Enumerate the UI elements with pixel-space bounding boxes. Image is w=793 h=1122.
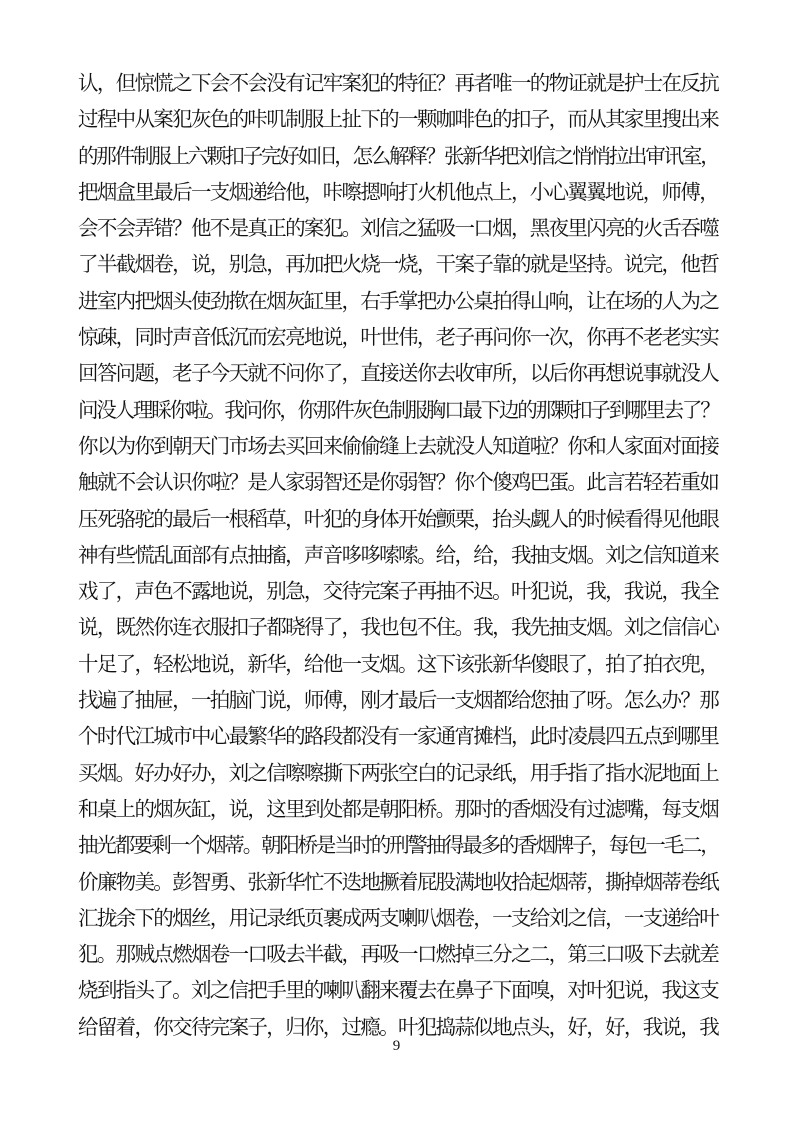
text-line: 犯。那贼点燃烟卷一口吸去半截，再吸一口燃掉三分之二，第三口吸下去就差 <box>78 942 718 967</box>
text-line: 十足了，轻松地说，新华，给他一支烟。这下该张新华傻眼了，拍了拍衣兜， <box>78 651 718 676</box>
text-line: 把烟盒里最后一支烟递给他，咔嚓摁响打火机他点上，小心翼翼地说，师傅， <box>78 179 718 204</box>
text-line: 认，但惊慌之下会不会没有记牢案犯的特征？再者唯一的物证就是护士在反抗 <box>78 71 718 95</box>
text-line: 回答问题，老子今天就不问你了，直接送你去收审所，以后你再想说事就没人 <box>78 361 718 386</box>
text-line: 烧到指头了。刘之信把手里的喇叭翻来覆去在鼻子下面嗅，对叶犯说，我这支 <box>78 978 718 1003</box>
text-line: 找遍了抽屉，一拍脑门说，师傅，刚才最后一支烟都给您抽了呀。怎么办？那 <box>78 688 718 713</box>
page-number: 9 <box>392 1038 401 1054</box>
text-line: 的那件制服上六颗扣子完好如旧，怎么解释？张新华把刘信之悄悄拉出审讯室， <box>78 143 719 168</box>
text-line: 你以为你到朝天门市场去买回来偷偷缝上去就没人知道啦？你和人家面对面接 <box>78 433 718 458</box>
text-line: 抽光都要剩一个烟蒂。朝阳桥是当时的刑警抽得最多的香烟牌子，每包一毛二， <box>78 833 719 858</box>
text-line: 触就不会认识你啦？是人家弱智还是你弱智？你个傻鸡巴蛋。此言若轻若重如 <box>78 470 718 495</box>
text-line: 买烟。好办好办，刘之信嚓嚓撕下两张空白的记录纸，用手指了指水泥地面上 <box>78 760 718 785</box>
text-line: 戏了，声色不露地说，别急，交待完案子再抽不迟。叶犯说，我，我说，我全 <box>78 579 718 604</box>
text-line: 和桌上的烟灰缸，说，这里到处都是朝阳桥。那时的香烟没有过滤嘴，每支烟 <box>78 796 718 821</box>
text-line: 给留着，你交待完案子，归你，过瘾。叶犯捣蒜似地点头，好，好，我说，我 <box>78 1014 718 1039</box>
text-line: 价廉物美。彭智勇、张新华忙不迭地撅着屁股满地收拾起烟蒂，撕掉烟蒂卷纸 <box>78 869 718 894</box>
text-line: 问没人理睬你啦。我问你，你那件灰色制服胸口最下边的那颗扣子到哪里去了？ <box>78 397 719 422</box>
text-line: 惊疎，同时声音低沉而宏亮地说，叶世伟，老子再问你一次，你再不老老实实 <box>78 325 718 350</box>
text-line: 过程中从案犯灰色的咔叽制服上扯下的一颗咖啡色的扣子，而从其家里搜出来 <box>78 107 718 132</box>
text-line: 神有些慌乱面部有点抽搐，声音哆哆嗦嗦。给，给，我抽支烟。刘之信知道来 <box>78 542 718 567</box>
text-line: 个时代江城市中心最繁华的路段都没有一家通宵摊档，此时凌晨四五点到哪里 <box>78 724 718 749</box>
text-line: 说，既然你连衣服扣子都晓得了，我也包不住。我，我先抽支烟。刘之信信心 <box>78 615 718 640</box>
text-line: 汇拢余下的烟丝，用记录纸页裹成两支喇叭烟卷，一支给刘之信，一支递给叶 <box>78 905 718 930</box>
text-line: 会不会弄错？他不是真正的案犯。刘信之猛吸一口烟，黑夜里闪亮的火舌吞噬 <box>78 216 718 241</box>
text-line: 进室内把烟头使劲揿在烟灰缸里，右手掌把办公桌拍得山响，让在场的人为之 <box>78 288 718 313</box>
text-line: 压死骆驼的最后一根稻草，叶犯的身体开始颤栗，抬头觑人的时候看得见他眼 <box>78 506 718 531</box>
text-line: 了半截烟卷，说，别急，再加把火烧一烧，干案子靠的就是坚持。说完，他哲 <box>78 252 718 277</box>
body-text <box>78 65 718 1045</box>
